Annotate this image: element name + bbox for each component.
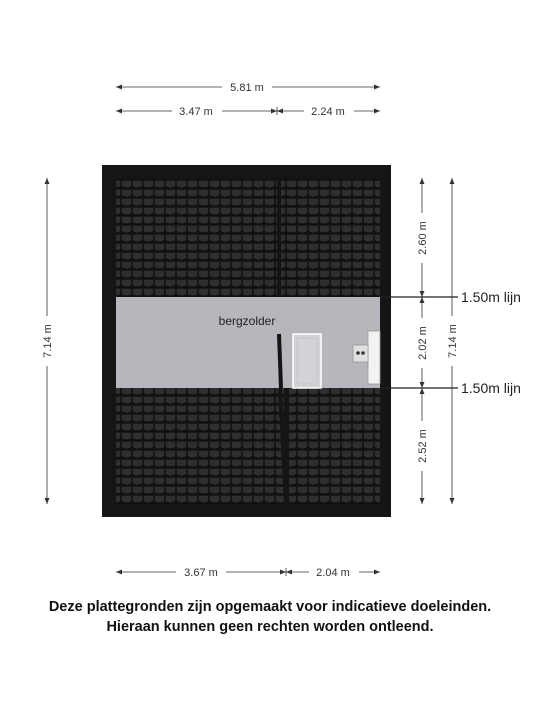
- dimension-label-bottom-left: 3.67 m: [184, 567, 218, 579]
- height-line-upper-label: 1.50m lijn: [461, 289, 521, 305]
- roof-lower-right: [289, 388, 380, 504]
- dimension-label-top-total: 5.81 m: [230, 82, 264, 94]
- dimension-label-right-lower: 2.52 m: [417, 429, 429, 463]
- disclaimer-line-2: Hieraan kunnen geen rechten worden ontleend.: [106, 619, 434, 635]
- roof-lower-left: [116, 388, 284, 504]
- partition-wall: [279, 334, 281, 388]
- dimension-label-right-total: 7.14 m: [447, 324, 459, 358]
- roof-upper-right: [281, 178, 380, 297]
- height-line-lower-label: 1.50m lijn: [461, 380, 521, 396]
- appliance-panel: [353, 345, 368, 362]
- room-label: bergzolder: [218, 314, 276, 328]
- disclaimer: [0, 597, 540, 637]
- dimension-label-right-middle: 2.02 m: [417, 326, 429, 360]
- dimension-label-left-total: 7.14 m: [42, 324, 54, 358]
- dimension-label-bottom-right: 2.04 m: [316, 567, 350, 579]
- dimension-label-right-upper: 2.60 m: [417, 221, 429, 255]
- dimension-label-top-right: 2.24 m: [311, 106, 345, 118]
- appliance-knob-icon: [356, 351, 360, 355]
- appliance-block: [368, 331, 380, 384]
- roof-upper-left: [116, 178, 277, 297]
- disclaimer-line-1: Deze plattegronden zijn opgemaakt voor indicatieve doeleinden.: [48, 599, 492, 615]
- dimension-label-top-left: 3.47 m: [179, 106, 213, 118]
- attic-floor: [116, 297, 380, 388]
- appliance-knob-icon: [361, 351, 365, 355]
